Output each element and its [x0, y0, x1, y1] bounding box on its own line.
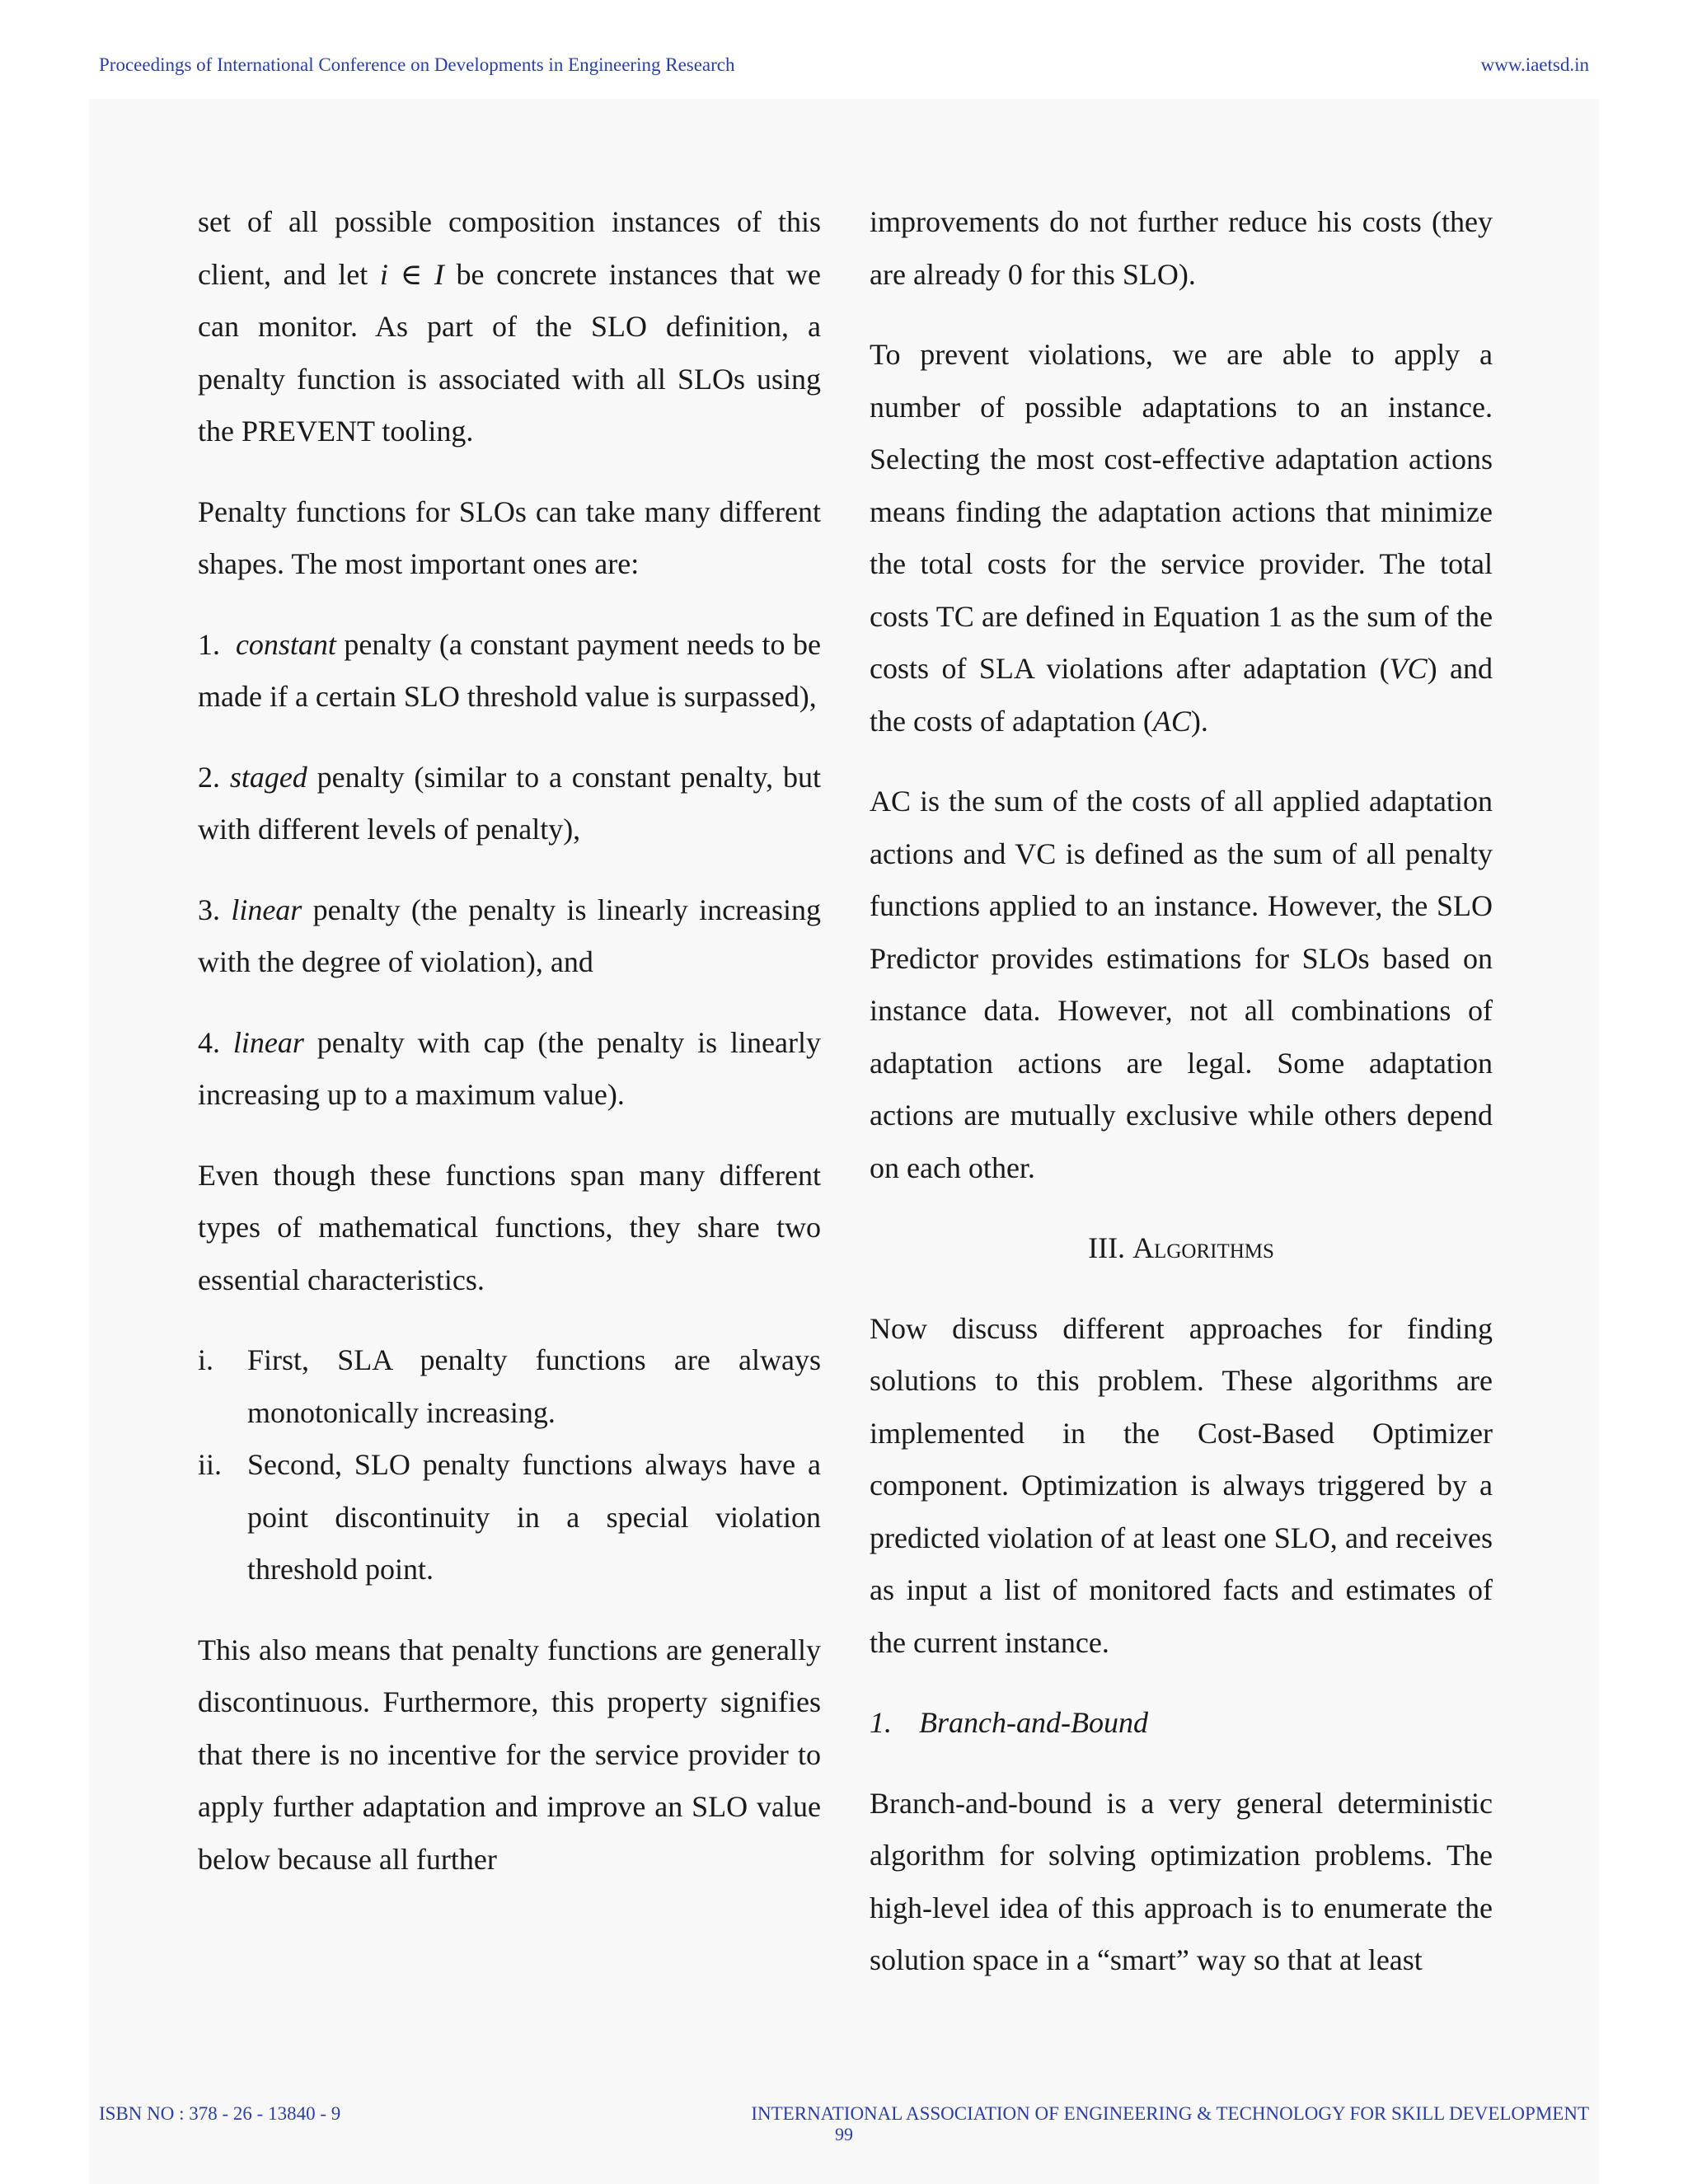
paragraph: Now discuss different approaches for finding solutions to this problem. These algorithms are implemented in the Cost-Based Optimizer component. Optimization is always triggered by a predicted violation of at least one SLO, and receives as input a list of monitored facts and estimates of the current instance. — [870, 1311, 1493, 1659]
list-item: ii. Second, SLO penalty functions always have a point discontinuity in a special violation threshold point. — [198, 1448, 821, 1586]
left-column — [198, 196, 821, 1914]
running-header-url: www.iaetsd.in — [1480, 54, 1589, 75]
paragraph: To prevent violations, we are able to apply a number of possible adaptations to an instance. Selecting the most cost-effective adaptation actions means finding the adaptation actions that minimize the total costs for the service provider. The total costs TC are defined in Equation 1 as the sum of the costs of SLA violations after adaptation (VC) and the costs of adaptation (AC). — [870, 338, 1493, 738]
footer-isbn: ISBN NO : 378 - 26 - 13840 - 9 — [99, 2103, 341, 2124]
section-heading: III. Algorithms — [1088, 1231, 1274, 1264]
list-item: i. First, SLA penalty functions are always monotonically increasing. — [198, 1343, 821, 1429]
list-item: 1. constant penalty (a constant payment needs to be made if a certain SLO threshold value is surpassed), — [198, 627, 822, 713]
paragraph: Even though these functions span many different types of mathematical functions, they share two essential characteristics. — [198, 1158, 821, 1296]
roman-list — [198, 1334, 821, 1596]
list-item: 2. staged penalty (similar to a constant penalty, but with different levels of penalty), — [198, 760, 821, 846]
list-item: 3. linear penalty (the penalty is linearly increasing with the degree of violation), and — [198, 893, 822, 978]
paragraph: This also means that penalty functions are generally discontinuous. Furthermore, this property signifies that there is no incentive for the service provider to apply further adaptation and improve an SLO value below because all further — [198, 1633, 821, 1876]
paragraph: Penalty functions for SLOs can take many different shapes. The most important ones are: — [198, 494, 821, 580]
paragraph: set of all possible composition instances of this client, and let i ∈ I be concrete instances that we can monitor. As part of the SLO definition, a penalty function is associated with all SLOs using the PREVENT tooling. — [198, 205, 821, 448]
paragraph: AC is the sum of the costs of all applied adaptation actions and VC is defined as the sum of all penalty functions applied to an instance. However, the SLO Predictor provides estimations for SLOs based on instance data. However, not all combinations of adaptation actions are legal. Some adaptation actions are mutually exclusive while others depend on each other. — [870, 785, 1493, 1184]
running-header-title: Proceedings of International Conference on Developments in Engineering Research — [99, 54, 735, 75]
subsection-heading: 1. Branch-and-Bound — [870, 1706, 1148, 1739]
paragraph: Branch-and-bound is a very general deterministic algorithm for solving optimization problems. The high-level idea of this approach is to enumerate the solution space in a “smart” way so that at least — [870, 1786, 1493, 1976]
right-column — [870, 196, 1493, 2015]
paragraph: improvements do not further reduce his costs (they are already 0 for this SLO). — [870, 205, 1493, 291]
list-item: 4. linear penalty with cap (the penalty is linearly increasing up to a maximum value). — [198, 1025, 822, 1111]
footer-organization: INTERNATIONAL ASSOCIATION OF ENGINEERING & TECHNOLOGY FOR SKILL DEVELOPMENT — [751, 2103, 1589, 2124]
page-number: 99 — [835, 2124, 853, 2144]
